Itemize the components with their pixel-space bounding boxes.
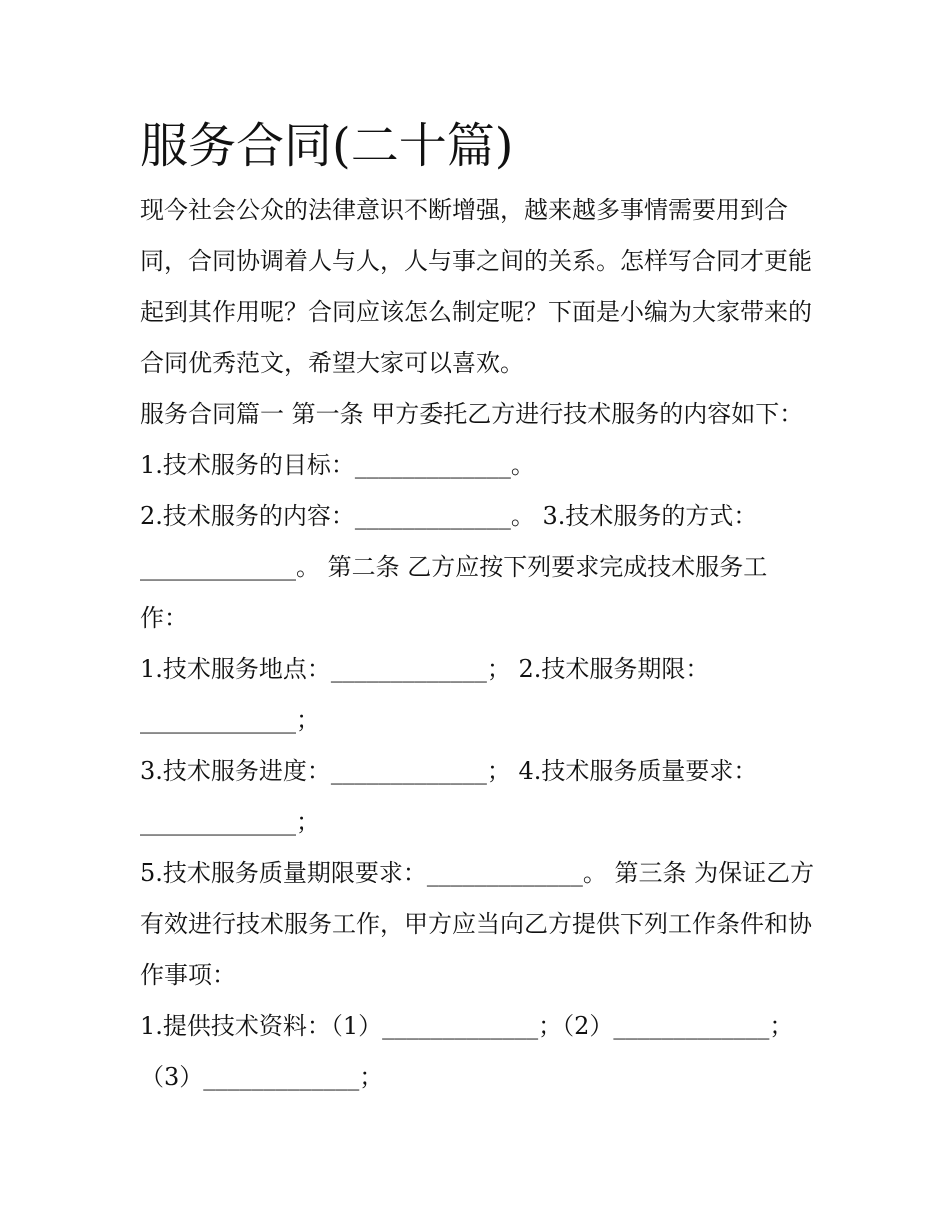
article-1-paragraph: 服务合同篇一 第一条 甲方委托乙方进行技术服务的内容如下： 1.技术服务的目标：_____________。: [140, 400, 804, 479]
document-page: [140, 112, 815, 1103]
intro-paragraph: 现今社会公众的法律意识不断增强，越来越多事情需要用到合同，合同协调着人与人，人与事之间的关系。怎样写合同才更能起到其作用呢？合同应该怎么制定呢？下面是小编为大家带来的合同优秀范文，希望大家可以喜欢。: [140, 196, 812, 377]
quality-period-paragraph: 5.技术服务质量期限要求：_____________。 第三条 为保证乙方有效进行技术服务工作，甲方应当向乙方提供下列工作条件和协作事项：: [140, 859, 815, 989]
service-location-paragraph: 1.技术服务地点：_____________； 2.技术服务期限：_____________；: [140, 655, 710, 734]
document-title: 服务合同(二十篇): [140, 118, 514, 174]
service-progress-paragraph: 3.技术服务进度：_____________； 4.技术服务质量要求：_____________；: [140, 757, 758, 836]
technical-materials-paragraph: 1.提供技术资料：（1）_____________；（2）_____________；（3）_____________；: [140, 1012, 794, 1091]
service-content-paragraph: 2.技术服务的内容：_____________。 3.技术服务的方式：_____________。 第二条 乙方应按下列要求完成技术服务工作：: [140, 502, 768, 632]
